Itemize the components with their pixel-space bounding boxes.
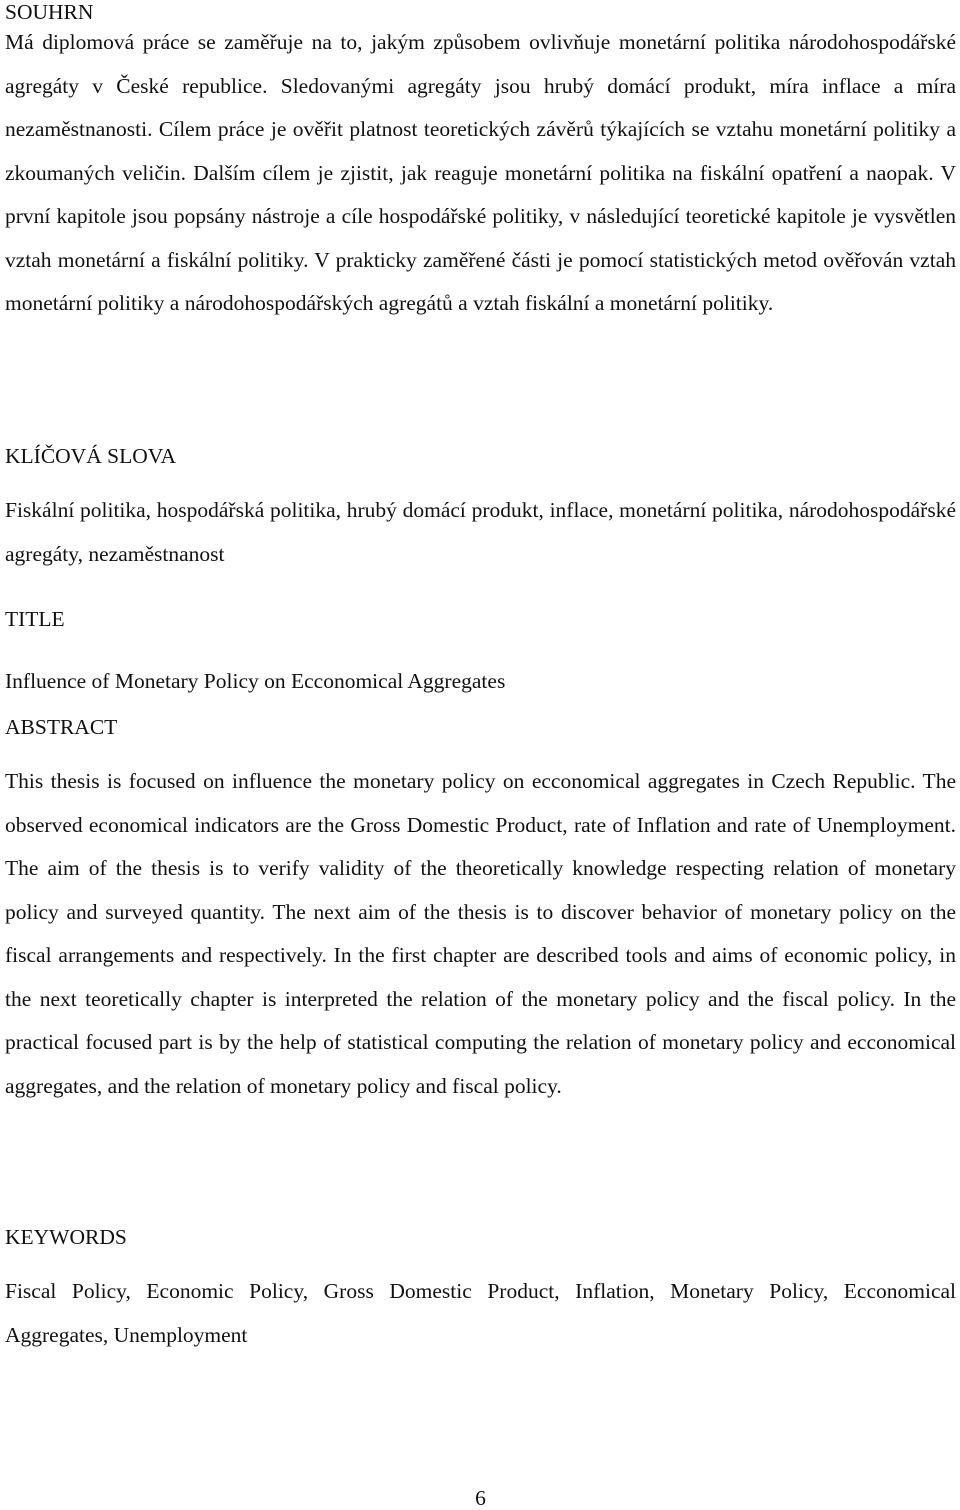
title-heading: TITLE	[5, 607, 65, 631]
keywords-paragraph: Fiscal Policy, Economic Policy, Gross Domestic Product, Inflation, Monetary Policy, Ecconomical Aggregates, Unemployment	[5, 1279, 956, 1347]
klicova-slova-heading: KLÍČOVÁ SLOVA	[5, 444, 177, 468]
souhrn-heading: SOUHRN	[5, 0, 94, 24]
abstract-heading: ABSTRACT	[5, 715, 118, 739]
souhrn-paragraph: Má diplomová práce se zaměřuje na to, jakým způsobem ovlivňuje monetární politika národohospodářské agregáty v České republice. Sledovanými agregáty jsou hrubý domácí produkt, míra inflace a míra nezaměstnanosti. Cílem práce je ověřit platnost teoretických závěrů týkajících se vztahu monetární politiky a zkoumaných veličin. Dalším cílem je zjistit, jak reaguje monetární politika na fiskální opatření a naopak. V první kapitole jsou popsány nástroje a cíle hospodářské politiky, v následující teoretické kapitole je vysvětlen vztah monetární a fiskální politiky. V prakticky zaměřené části je pomocí statistických metod ověřován vztah monetární politiky a národohospodářských agregátů a vztah fiskální a monetární politiky.	[5, 30, 956, 315]
title-text: Influence of Monetary Policy on Ecconomical Aggregates	[5, 669, 506, 693]
document-page	[5, 0, 956, 1509]
keywords-heading: KEYWORDS	[5, 1225, 127, 1249]
klicova-slova-paragraph: Fiskální politika, hospodářská politika, hrubý domácí produkt, inflace, monetární politika, národohospodářské agregáty, nezaměstnanost	[5, 498, 956, 566]
page-number: 6	[475, 1486, 486, 1510]
abstract-paragraph: This thesis is focused on influence the monetary policy on ecconomical aggregates in Czech Republic. The observed economical indicators are the Gross Domestic Product, rate of Inflation and rate of Unemployment. The aim of the thesis is to verify validity of the theoretically knowledge respecting relation of monetary policy and surveyed quantity. The next aim of the thesis is to discover behavior of monetary policy on the fiscal arrangements and respectively. In the first chapter are described tools and aims of economic policy, in the next teoretically chapter is interpreted the relation of the monetary policy and the fiscal policy. In the practical focused part is by the help of statistical computing the relation of monetary policy and ecconomical aggregates, and the relation of monetary policy and fiscal policy.	[5, 769, 956, 1098]
